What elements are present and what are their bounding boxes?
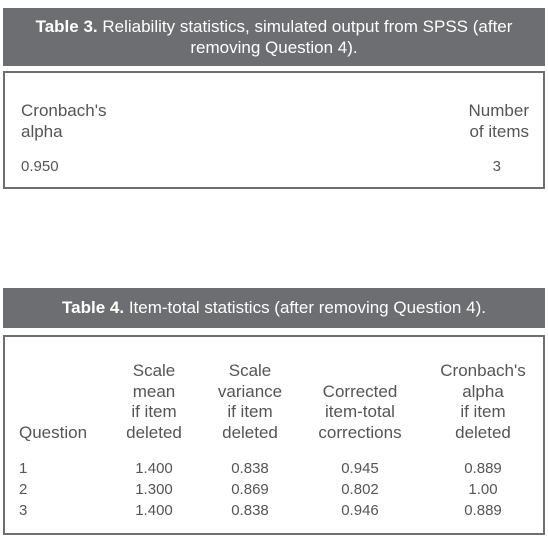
header-corrected-line1: Corrected [322, 382, 398, 401]
row-2-corrected: 0.802 [341, 481, 379, 498]
header-scale-mean-line3: if item [131, 402, 177, 421]
header-number-of-items-line2: of items [469, 122, 529, 141]
row-2-alpha: 1.00 [468, 481, 498, 498]
row-3-alpha: 0.889 [464, 502, 502, 519]
row-2-variance: 0.869 [231, 481, 269, 498]
header-alpha-deleted-line1: Cronbach's [440, 361, 526, 380]
table-3-title: Reliability statistics, simulated output from SPSS (after removing Question 4). [102, 17, 513, 57]
table-4-caption [3, 288, 545, 328]
table-3-body [3, 71, 545, 189]
header-alpha-deleted-line4: deleted [455, 423, 511, 442]
row-3-corrected: 0.946 [341, 502, 379, 519]
header-scale-mean-line1: Scale [132, 361, 176, 380]
row-1-variance: 0.838 [231, 460, 269, 477]
row-1-question: 1 [19, 460, 28, 477]
value-number-of-items: 3 [492, 158, 501, 175]
header-scale-mean-line4: deleted [126, 423, 182, 442]
value-cronbachs-alpha: 0.950 [21, 158, 59, 175]
header-scale-mean-line2: mean [132, 382, 176, 401]
header-corrected-line3: corrections [318, 423, 402, 442]
row-1-alpha: 0.889 [464, 460, 502, 477]
row-2-mean: 1.300 [135, 481, 173, 498]
row-1-mean: 1.400 [135, 460, 173, 477]
header-alpha-deleted-line3: if item [460, 402, 506, 421]
table-4-title: Item-total statistics (after removing Question 4). [128, 298, 486, 317]
header-question: Question [19, 423, 88, 442]
header-cronbachs-alpha-line1: Cronbach's [21, 101, 107, 120]
header-alpha-deleted-line2: alpha [462, 382, 504, 401]
table-3-label: Table 3. [35, 17, 98, 36]
table-4-label: Table 4. [62, 298, 125, 317]
table-4-body [3, 335, 545, 535]
header-number-of-items-line1: Number [468, 101, 529, 120]
row-3-mean: 1.400 [135, 502, 173, 519]
row-1-corrected: 0.945 [341, 460, 379, 477]
header-cronbachs-alpha-line2: alpha [21, 122, 63, 141]
row-2-question: 2 [19, 481, 28, 498]
header-scale-variance-line2: variance [217, 382, 283, 401]
table-3-caption [3, 8, 545, 66]
row-3-question: 3 [19, 502, 28, 519]
row-3-variance: 0.838 [231, 502, 269, 519]
header-scale-variance-line3: if item [227, 402, 273, 421]
header-scale-variance-line4: deleted [222, 423, 278, 442]
header-corrected-line2: item-total [325, 402, 395, 421]
header-scale-variance-line1: Scale [228, 361, 272, 380]
